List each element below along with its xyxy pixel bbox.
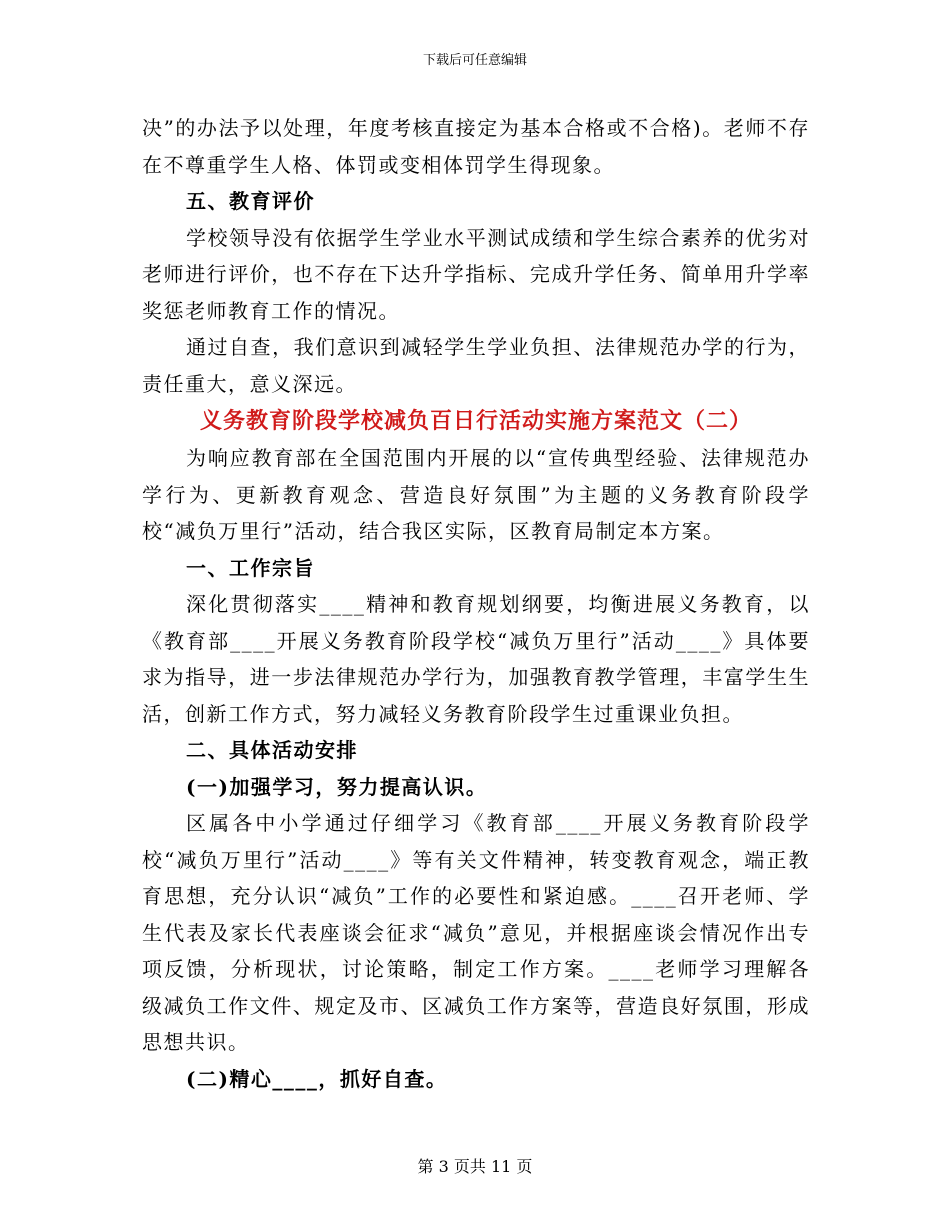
subsection-heading-self-check: (二)精心____，抓好自查。 [186,1066,448,1091]
subsection-heading-study: (一)加强学习，努力提高认识。 [186,774,488,799]
section-heading-activity-arrangement: 二、具体活动安排 [186,738,358,762]
page-number: 第 3 页共 11 页 [417,1157,533,1176]
section-heading-work-purpose: 一、工作宗旨 [186,555,315,580]
paragraph-evaluation: 学校领导没有依据学生学业水平测试成绩和学生综合素养的优劣对老师进行评价，也不存在下达升学指标、完成升学任务、简单用升学率奖惩老师教育工作的情况。 [142,225,810,323]
document-body [142,110,810,1097]
paragraph-study: 区属各中小学通过仔细学习《教育部____开展义务教育阶段学校“减负万里行”活动____》等有关文件精神，转变教育观念，端正教育思想，充分认识“减负”工作的必要性和紧迫感。____召开老师、学生代表及家长代表座谈会征求“减负”意见，并根据座谈会情况作出专项反馈，分析现状，讨论策略，制定工作方案。____老师学习理解各级减负工作文件、规定及市、区减负工作方案等，营造良好氛围，形成思想共识。 [142,811,810,1054]
paragraph-continuation: 决”的办法予以处理，年度考核直接定为基本合格或不合格)。老师不存在不尊重学生人格、体罚或变相体罚学生得现象。 [142,116,810,177]
paragraph-work-purpose: 深化贯彻落实____精神和教育规划纲要，均衡进展义务教育，以《教育部____开展义务教育阶段学校“减负万里行”活动____》具体要求为指导，进一步法律规范办学行为，加强教育教学管理，丰富学生生活，创新工作方式，努力减轻义务教育阶段学生过重课业负担。 [142,592,810,726]
paragraph-conclusion: 通过自查，我们意识到减轻学生学业负担、法律规范办学的行为，责任重大，意义深远。 [142,335,810,396]
paragraph-intro: 为响应教育部在全国范围内开展的以“宣传典型经验、法律规范办学行为、更新教育观念、营造良好氛围”为主题的义务教育阶段学校“减负万里行”活动，结合我区实际，区教育局制定本方案。 [142,446,810,543]
document-title: 义务教育阶段学校减负百日行活动实施方案范文（二） [199,408,752,434]
page-header: 下载后可任意编辑 [422,53,527,68]
section-heading-education-evaluation: 五、教育评价 [186,189,315,213]
